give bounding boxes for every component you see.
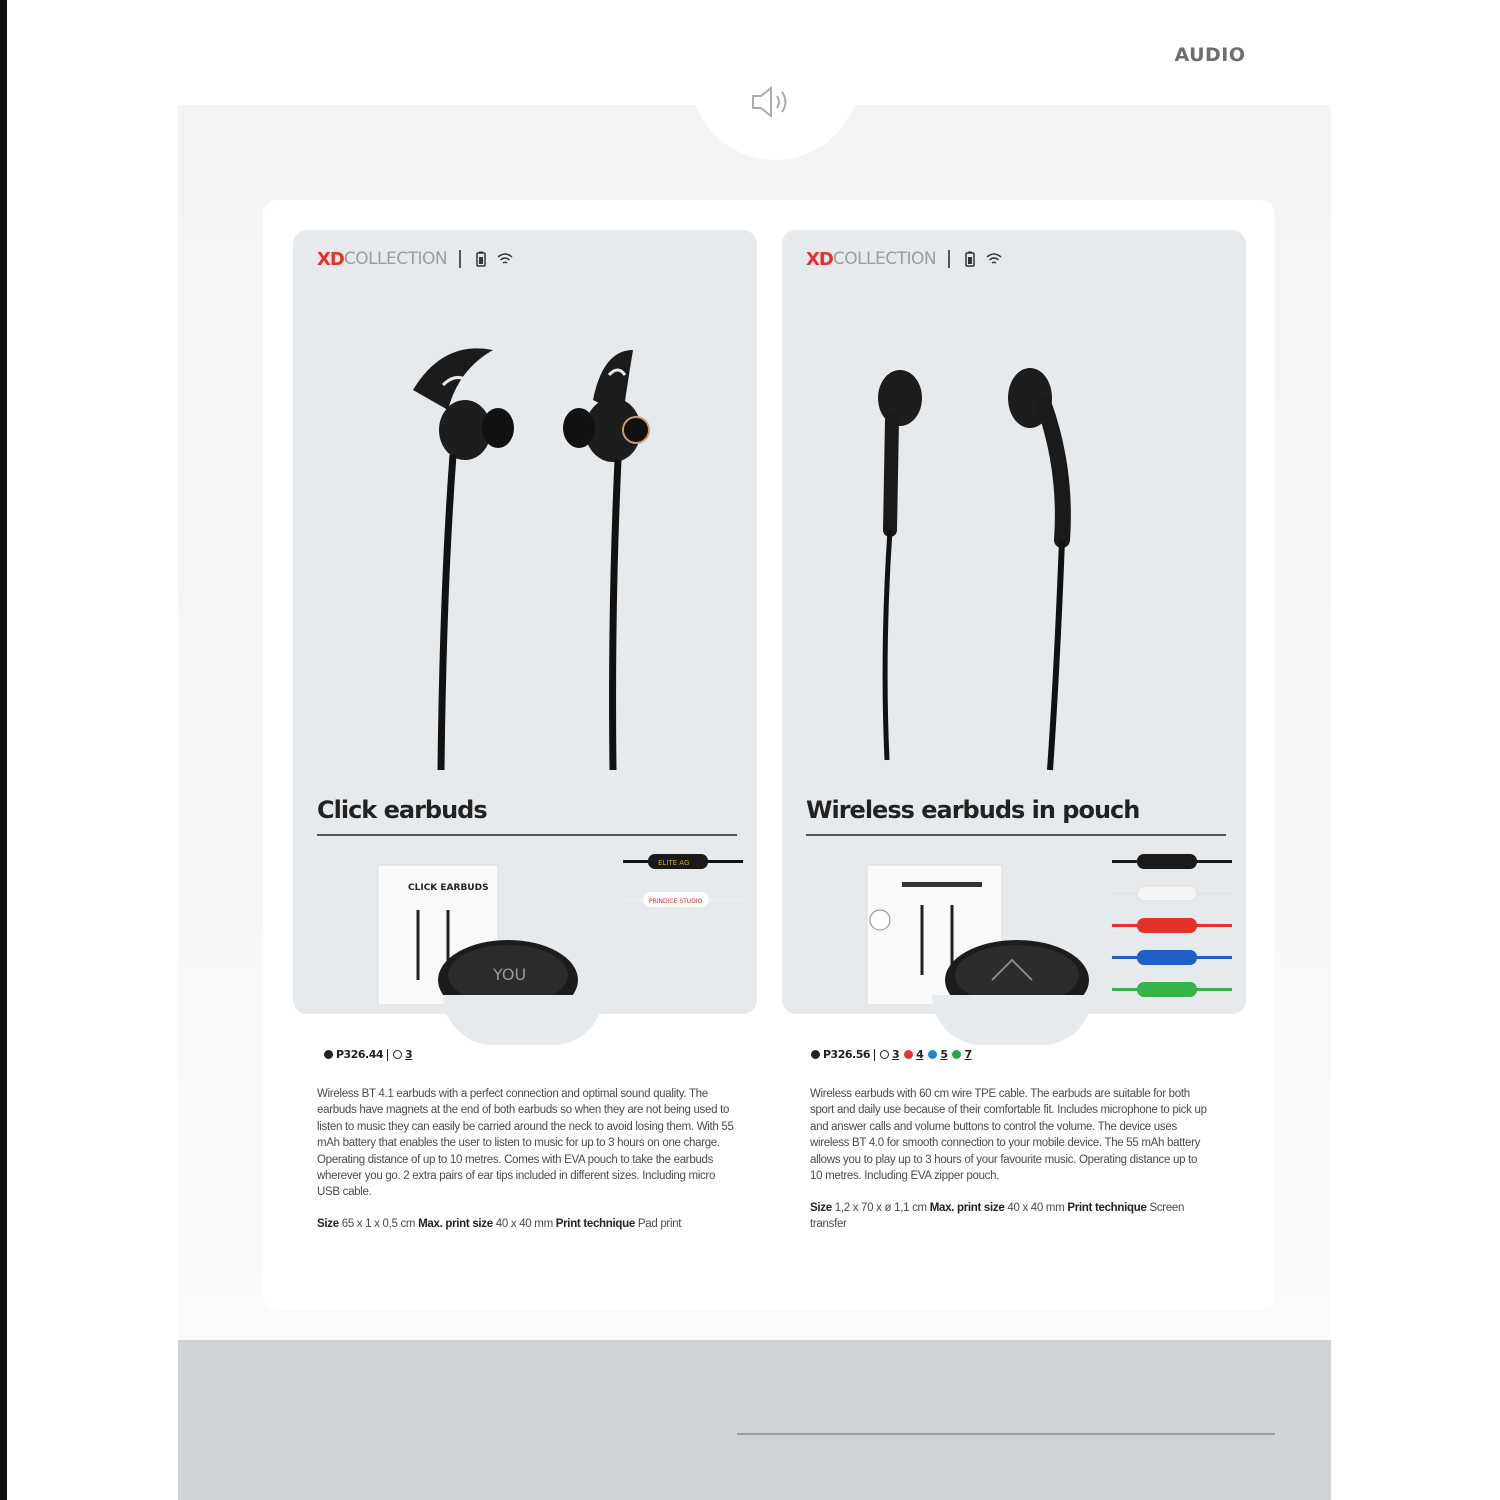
packaging-photo <box>852 850 1112 1014</box>
wireless-icon <box>497 251 513 267</box>
variant-print: PRINDICE STUDIO <box>649 898 703 905</box>
blue-swatch <box>928 1050 937 1059</box>
spec-label-size: Size <box>317 1218 339 1230</box>
box-label: CLICK EARBUDS <box>408 883 489 893</box>
spec-label-print: Max. print size <box>929 1202 1005 1214</box>
spec-print: 40 x 40 mm <box>1007 1202 1065 1214</box>
brand-divider <box>948 250 950 268</box>
green-swatch <box>952 1050 961 1059</box>
packaging-photo <box>363 850 623 1014</box>
page-edge <box>0 0 7 1500</box>
brand-collection: COLLECTION <box>343 249 448 269</box>
click-earbuds-photo <box>293 290 757 790</box>
black-swatch <box>811 1050 820 1059</box>
title-rule <box>317 834 737 836</box>
footer-band <box>178 1340 1331 1500</box>
black-swatch <box>324 1050 333 1059</box>
product-code-row <box>810 1048 974 1061</box>
spec-label-tech: Print technique <box>1067 1202 1147 1214</box>
footer-rule <box>737 1433 1275 1435</box>
variant-white <box>1112 886 1232 901</box>
variant-print: ELITE AG <box>658 859 690 867</box>
code-separator <box>874 1049 875 1061</box>
color-variants <box>1102 848 1242 1008</box>
color-variants <box>613 848 753 1008</box>
swatch-number: 3 <box>405 1048 413 1061</box>
brand-collection: COLLECTION <box>832 249 937 269</box>
white-swatch <box>393 1050 402 1059</box>
swatch-number: 3 <box>892 1048 900 1061</box>
speaker-icon <box>745 82 795 122</box>
product-photo-panel <box>293 230 757 1014</box>
product-description: Wireless BT 4.1 earbuds with a perfect connection and optimal sound quality. The earbuds have magnets at the end of both earbuds so when they are not being used to listen to music they can easily be carried around the neck to avoid losing them. With 55 mAh battery that enables the user to listen to music for up to 3 hours on one charge. Operating distance of up to 10 metres. Comes with EVA pouch to take the earbuds wherever you go. 2 extra pairs of ear tips included in different sizes. Including micro USB cable. <box>317 1088 734 1199</box>
wireless-earbuds-photo <box>782 290 1246 790</box>
product-click-earbuds <box>293 230 757 1061</box>
product-photo-panel <box>782 230 1246 1014</box>
spec-size: 65 x 1 x 0,5 cm <box>341 1218 416 1230</box>
spec-size: 1,2 x 70 x ø 1,1 cm <box>834 1202 927 1214</box>
variant-green <box>1112 982 1232 997</box>
brand-xd: XD <box>806 248 833 270</box>
pouch-print: YOU <box>493 965 527 984</box>
brand-xd: XD <box>317 248 344 270</box>
product-code-row <box>323 1048 414 1061</box>
product-specs <box>317 1216 737 1232</box>
product-code: P326.56 <box>823 1048 871 1061</box>
brand-logo <box>806 248 1002 270</box>
spec-print: 40 x 40 mm <box>495 1218 553 1230</box>
battery-icon <box>962 251 978 267</box>
product-title: Wireless earbuds in pouch <box>806 796 1140 824</box>
code-separator <box>387 1049 388 1061</box>
brand-divider <box>459 250 461 268</box>
panel-tab <box>443 995 603 1045</box>
product-wireless-earbuds <box>782 230 1246 1061</box>
brand-logo <box>317 248 513 270</box>
title-rule <box>806 834 1226 836</box>
spec-tech: Screen transfer <box>810 1202 1185 1231</box>
variant-black <box>1112 854 1232 869</box>
spec-label-size: Size <box>810 1202 832 1214</box>
variant-blue <box>1112 950 1232 965</box>
white-swatch <box>880 1050 889 1059</box>
wireless-icon <box>986 251 1002 267</box>
product-description: Wireless earbuds with 60 cm wire TPE cable. The earbuds are suitable for both sport and daily use because of their comfortable fit. Includes microphone to pick up and answer calls and volume buttons to control the volume. The device uses wireless BT 4.0 for smooth connection to your mobile device. The 55 mAh battery allows you to play up to 3 hours of your favourite music. Operating distance up to 10 metres. Including EVA zipper pouch. <box>810 1088 1207 1183</box>
spec-label-tech: Print technique <box>555 1218 635 1230</box>
section-label: AUDIO <box>1174 44 1246 66</box>
product-title: Click earbuds <box>317 796 487 824</box>
variant-red <box>1112 918 1232 933</box>
product-code: P326.44 <box>336 1048 384 1061</box>
spec-label-print: Max. print size <box>418 1218 493 1230</box>
swatch-number: 7 <box>964 1048 972 1061</box>
spec-tech: Pad print <box>637 1218 682 1230</box>
battery-icon <box>473 251 489 267</box>
red-swatch <box>904 1050 913 1059</box>
swatch-number: 5 <box>940 1048 948 1061</box>
product-specs <box>810 1200 1210 1233</box>
swatch-number: 4 <box>916 1048 924 1061</box>
panel-tab <box>932 995 1092 1045</box>
